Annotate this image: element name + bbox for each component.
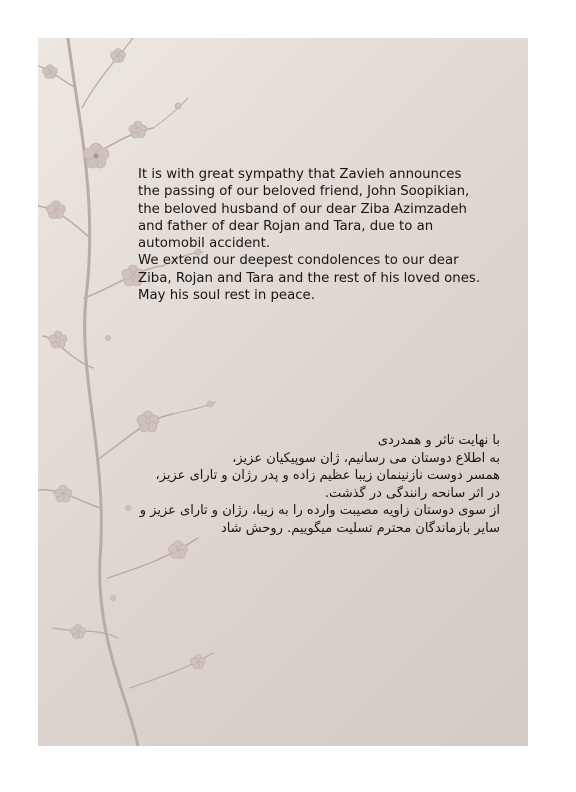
english-line: the passing of our beloved friend, John Soopikian, bbox=[138, 184, 470, 200]
persian-line: با نهایت تاثر و همدردی bbox=[377, 433, 500, 448]
persian-line: سایر بازماندگان محترم تسلیت میگوییم. روحش شاد bbox=[221, 520, 500, 536]
persian-line: در اثر سانحه رانندگی در گذشت. bbox=[324, 485, 500, 501]
persian-message bbox=[60, 432, 500, 537]
persian-line: به اطلاع دوستان می رسانیم، ژان سوپیکیان عزیز، bbox=[232, 450, 500, 466]
condolence-card bbox=[38, 38, 528, 746]
persian-line: از سوی دوستان زاویه مصیبت وارده را به زیبا، رژان و تارای عزیز و bbox=[139, 503, 500, 518]
english-line: automobil accident. bbox=[138, 236, 271, 252]
english-line: May his soul rest in peace. bbox=[138, 288, 315, 304]
english-line: the beloved husband of our dear Ziba Azimzadeh bbox=[138, 201, 467, 217]
english-line: Ziba, Rojan and Tara and the rest of his loved ones. bbox=[138, 270, 481, 286]
english-line: and father of dear Rojan and Tara, due to an bbox=[138, 218, 434, 234]
english-line: It is with great sympathy that Zavieh announces bbox=[138, 167, 462, 182]
english-line: We extend our deepest condolences to our dear bbox=[138, 253, 459, 269]
persian-line: همسر دوست نازنینمان زیبا عظیم زاده و پدر رژان و تارای عزیز، bbox=[155, 468, 500, 483]
blossom-branch-decoration bbox=[38, 38, 528, 746]
english-message bbox=[138, 166, 518, 304]
